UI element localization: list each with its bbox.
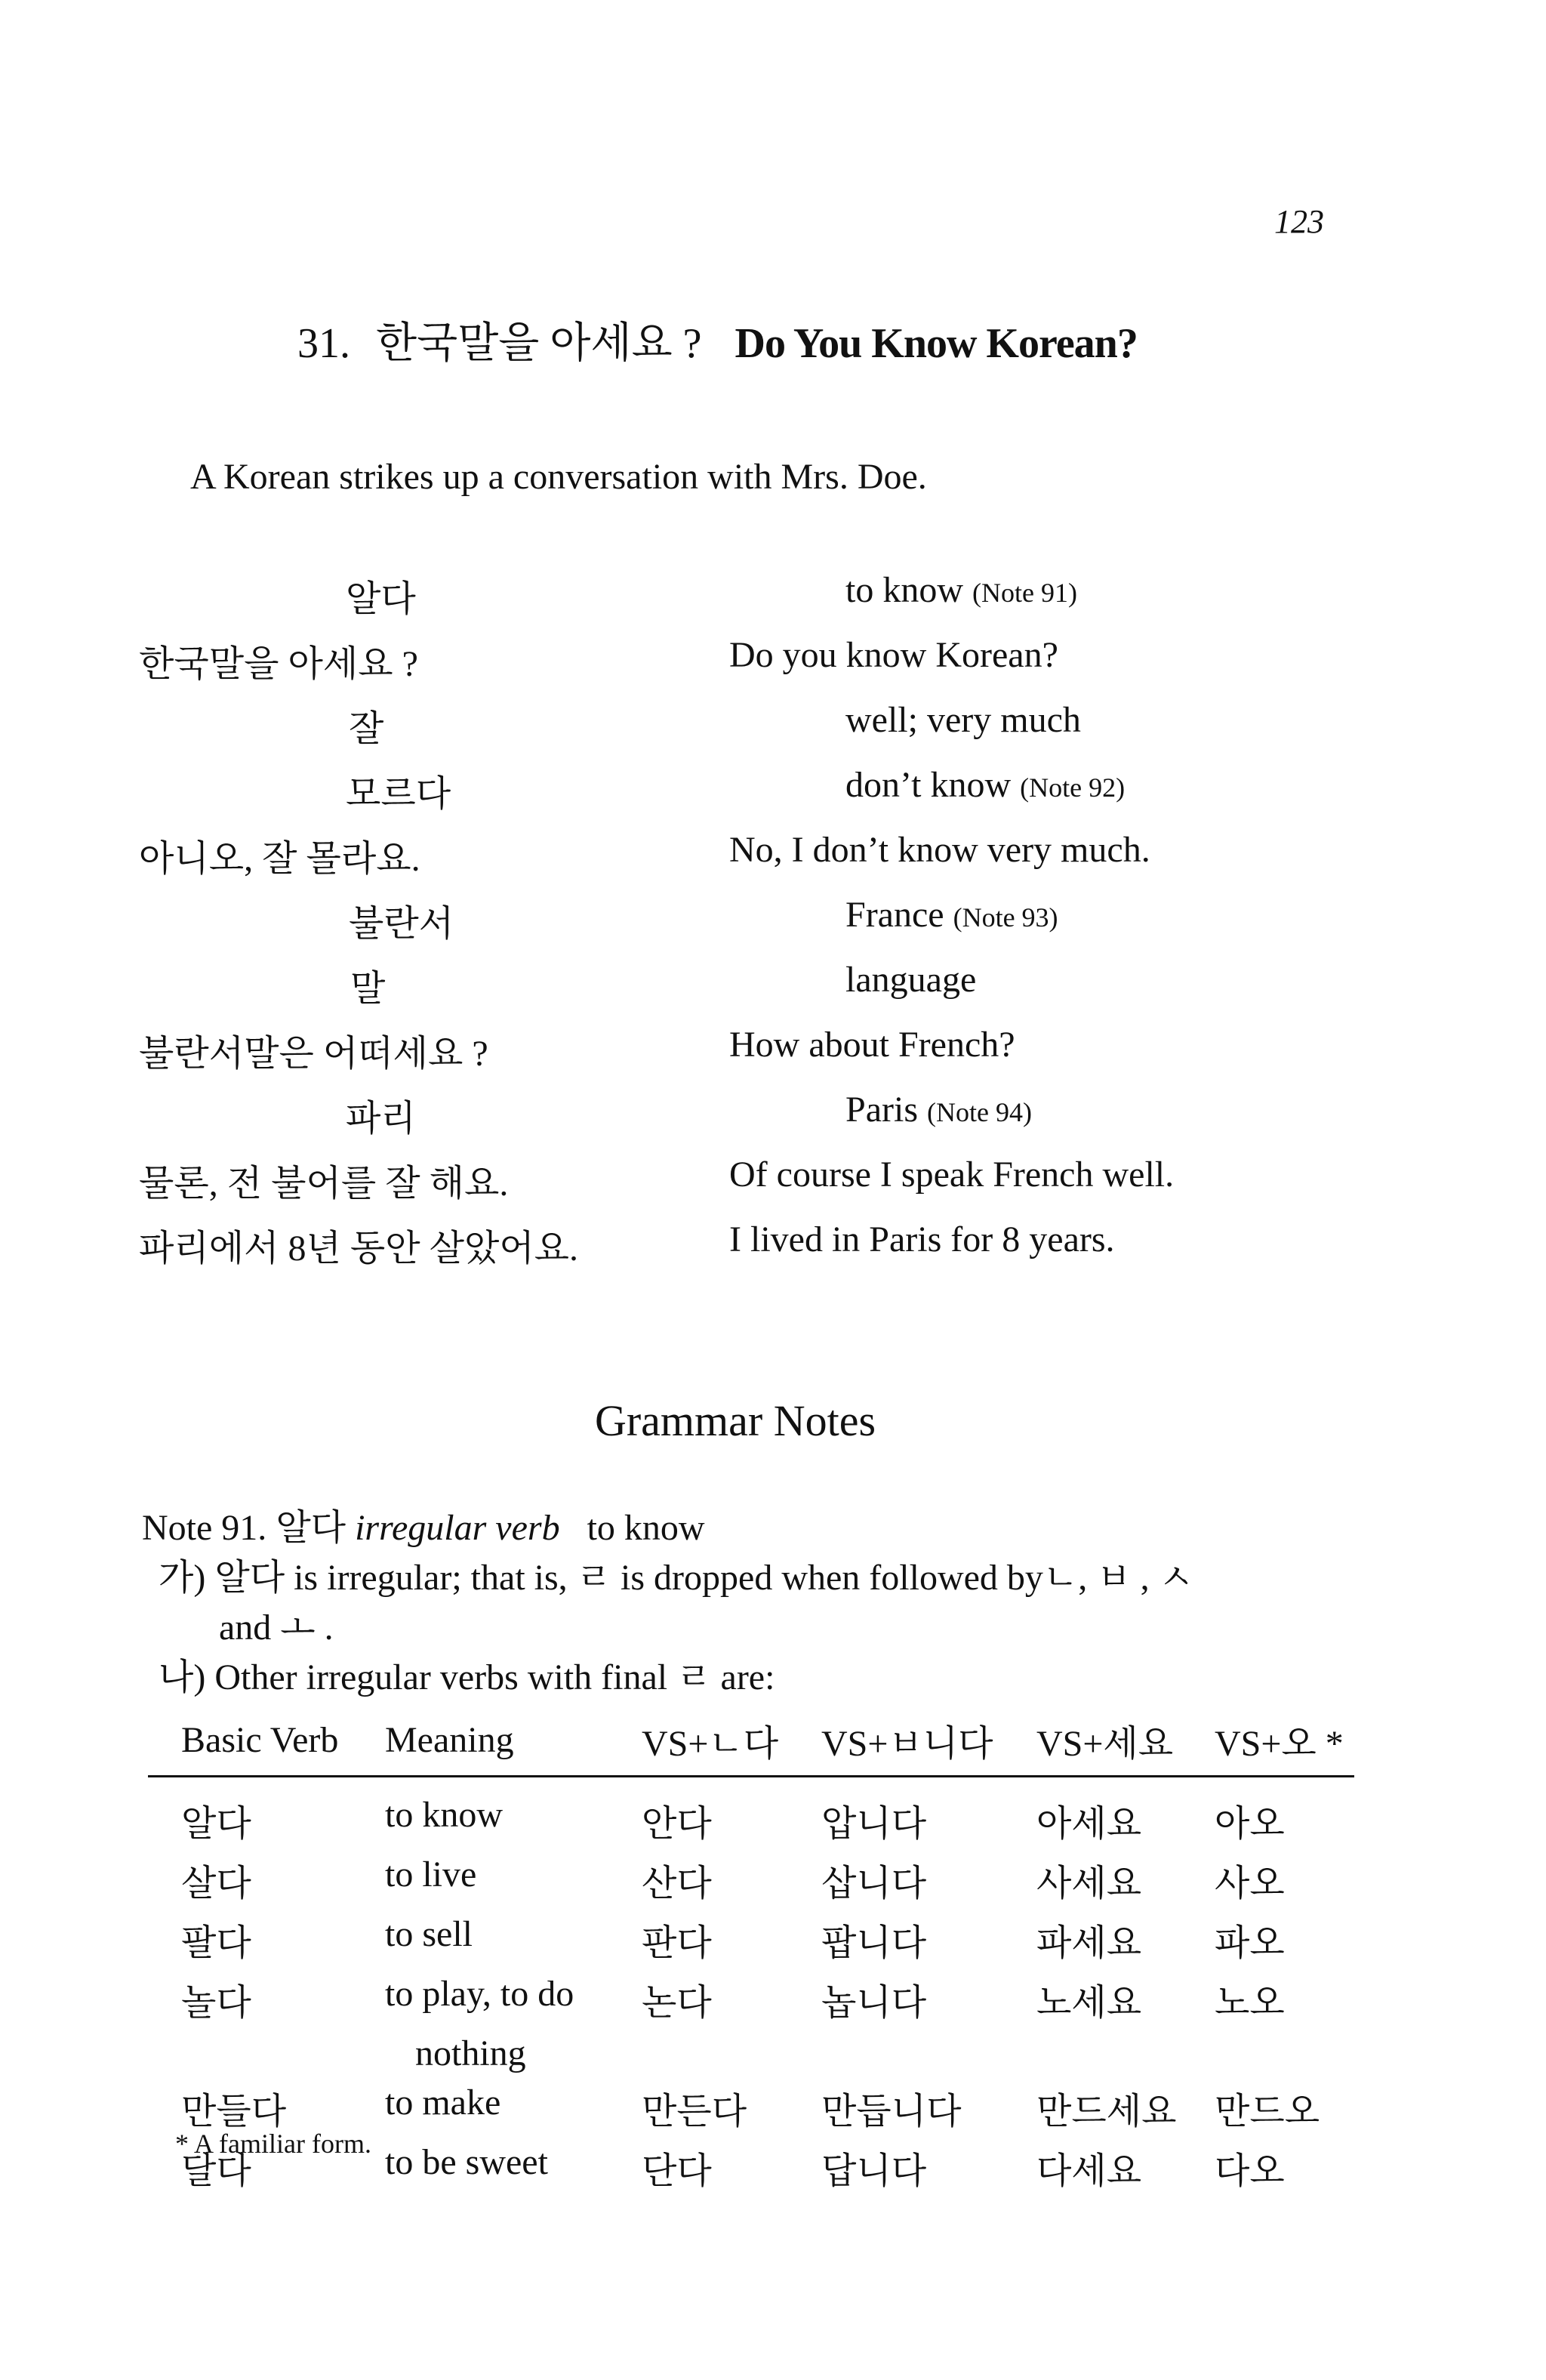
- dialogue-en-2: well; very much: [845, 700, 1081, 740]
- header-vs-seyo: VS+세요: [1036, 1714, 1215, 1777]
- table-cell: 아세요: [1036, 1804, 1142, 1844]
- table-cell: nothing: [415, 2033, 526, 2073]
- table-cell: 만드오: [1215, 2092, 1320, 2132]
- note-91-ga-cont: and ㅗ .: [219, 1608, 334, 1648]
- irregular-verb-table: [148, 1714, 1354, 2197]
- table-cell: 산다: [642, 1864, 712, 1904]
- table-cell: 파세요: [1036, 1923, 1142, 1963]
- lesson-title: [297, 310, 1138, 370]
- note-91-na: 나) Other irregular verbs with final ㄹ are:: [159, 1657, 775, 1697]
- dialogue-en-4: No, I don’t know very much.: [729, 830, 1150, 870]
- dialogue-ko-8: 파리: [346, 1099, 416, 1139]
- page-number: 123: [1274, 203, 1324, 240]
- table-cell: 다오: [1215, 2151, 1285, 2191]
- table-cell: to make: [385, 2082, 501, 2123]
- table-cell: [1036, 2028, 1215, 2077]
- table-cell: 놉니다: [821, 1983, 927, 2023]
- table-cell: 논다: [642, 1983, 712, 2023]
- header-vs-o: VS+오 *: [1215, 1714, 1354, 1777]
- table-row: [148, 2028, 1354, 2077]
- table-cell: 달다: [181, 2151, 251, 2191]
- table-cell: 단다: [642, 2151, 712, 2191]
- table-cell: 사오: [1215, 1864, 1285, 1904]
- table-row: [148, 1909, 1354, 1968]
- dialogue-ko-3: 모르다: [346, 774, 451, 814]
- note-91-ga: 가) 알다 is irregular; that is, ㄹ is dropped when followed byㄴ, ㅂ , ㅅ: [159, 1558, 1194, 1598]
- note-ref: (Note 91): [972, 578, 1077, 608]
- intro-text: A Korean strikes up a conversation with Mrs. Doe.: [190, 457, 927, 497]
- lesson-number: 31.: [297, 320, 350, 367]
- table-cell: [821, 2028, 1036, 2077]
- dialogue-en-3: don’t know (Note 92): [845, 765, 1126, 805]
- table-header-row: [148, 1714, 1354, 1777]
- table-cell: 팝니다: [821, 1923, 927, 1963]
- table-cell: 압니다: [821, 1804, 927, 1844]
- dialogue-en-9: Of course I speak French well.: [729, 1155, 1175, 1195]
- table-row: [148, 1849, 1354, 1909]
- table-cell: to live: [385, 1854, 477, 1894]
- header-basic-verb: Basic Verb: [148, 1714, 385, 1777]
- note-meaning: to know: [587, 1508, 705, 1548]
- table-cell: 만듭니다: [821, 2092, 962, 2132]
- table-cell: 팔다: [181, 1923, 251, 1963]
- note-ref: (Note 92): [1020, 772, 1126, 803]
- table-cell: 노오: [1215, 1983, 1285, 2023]
- table-cell: 만든다: [642, 2092, 747, 2132]
- table-cell: to be sweet: [385, 2142, 548, 2182]
- header-vs-mnida: VS+ㅂ니다: [821, 1714, 1036, 1777]
- dialogue-ko-5: 불란서: [349, 904, 454, 944]
- table-cell: 만드세요: [1036, 2092, 1177, 2132]
- note-word: 알다: [276, 1508, 346, 1548]
- table-cell: 파오: [1215, 1923, 1285, 1963]
- dialogue-ko-9: 물론, 전 불어를 잘 해요.: [139, 1164, 509, 1204]
- table-cell: 사세요: [1036, 1864, 1142, 1904]
- note-91-heading: [142, 1498, 705, 1550]
- lesson-title-korean: 한국말을 아세요 ?: [376, 320, 702, 367]
- header-meaning: Meaning: [385, 1714, 642, 1777]
- grammar-notes-heading: Grammar Notes: [594, 1396, 876, 1445]
- table-row: [148, 1777, 1354, 1850]
- table-cell: to sell: [385, 1914, 473, 1954]
- table-cell: 다세요: [1036, 2151, 1142, 2191]
- table-cell: to know: [385, 1795, 503, 1835]
- note-type: irregular verb: [355, 1508, 560, 1548]
- table-cell: 살다: [181, 1864, 251, 1904]
- note-ref: (Note 93): [953, 902, 1058, 933]
- table-cell: [642, 2028, 821, 2077]
- table-cell: 노세요: [1036, 1983, 1142, 2023]
- header-vs-nda: VS+ㄴ다: [642, 1714, 821, 1777]
- table-cell: [1215, 2028, 1354, 2077]
- dialogue-ko-6: 말: [350, 969, 386, 1009]
- dialogue-ko-2: 잘: [349, 709, 384, 749]
- dialogue-ko-7: 불란서말은 어떠세요 ?: [139, 1034, 488, 1074]
- dialogue-en-0: to know (Note 91): [845, 570, 1077, 610]
- table-cell: 안다: [642, 1804, 712, 1844]
- lesson-title-english: Do You Know Korean?: [735, 320, 1138, 367]
- table-cell: 놀다: [181, 1983, 251, 2023]
- dialogue-ko-10: 파리에서 8년 동안 살았어요.: [139, 1229, 579, 1269]
- dialogue-ko-0: 알다: [346, 579, 416, 619]
- dialogue-en-8: Paris (Note 94): [845, 1090, 1032, 1130]
- table-cell: 아오: [1215, 1804, 1285, 1844]
- table-row: [148, 1968, 1354, 2028]
- dialogue-en-7: How about French?: [729, 1025, 1015, 1065]
- table-cell: 만들다: [181, 2092, 287, 2132]
- table-cell: 삽니다: [821, 1864, 927, 1904]
- dialogue-ko-4: 아니오, 잘 몰라요.: [139, 839, 420, 879]
- table-cell: 답니다: [821, 2151, 927, 2191]
- table-cell: 알다: [181, 1804, 251, 1844]
- dialogue-en-5: France (Note 93): [845, 895, 1058, 935]
- table-cell: to play, to do: [385, 1974, 574, 2014]
- table-cell: 판다: [642, 1923, 712, 1963]
- note-ref: (Note 94): [927, 1097, 1032, 1127]
- dialogue-en-1: Do you know Korean?: [729, 635, 1058, 675]
- dialogue-ko-1: 한국말을 아세요 ?: [139, 644, 418, 684]
- footnote: * A familiar form.: [175, 2129, 371, 2159]
- table-cell: [148, 2028, 385, 2077]
- note-label: Note 91.: [142, 1508, 267, 1548]
- dialogue-en-6: language: [845, 960, 977, 1000]
- dialogue-en-10: I lived in Paris for 8 years.: [729, 1219, 1115, 1259]
